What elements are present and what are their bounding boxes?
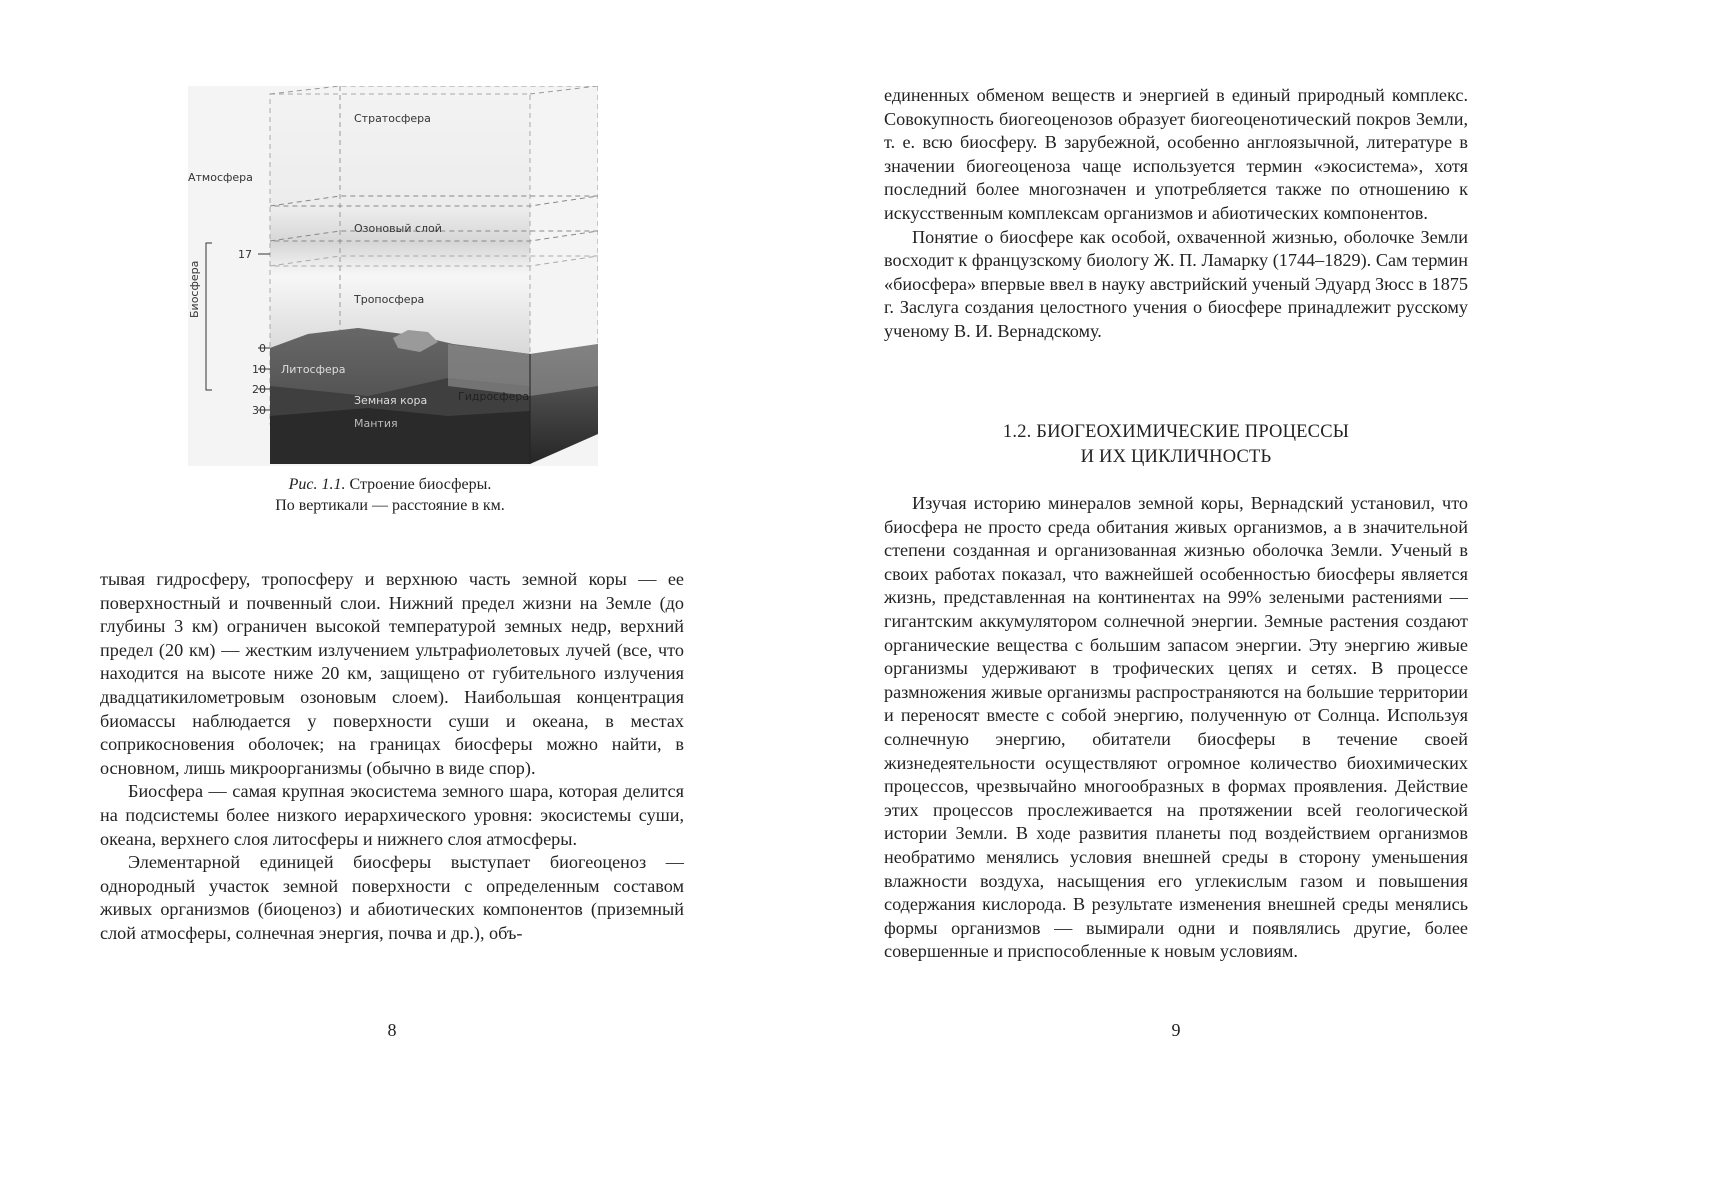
hydrosphere-label: Гидросфера bbox=[458, 390, 530, 403]
tick-label-10: 10 bbox=[252, 363, 266, 376]
caption-title: Строение биосферы. bbox=[349, 476, 492, 493]
caption-figure-number: Рис. 1.1. bbox=[288, 476, 346, 493]
right-body-text-top bbox=[884, 84, 1468, 344]
paragraph: единенных обменом веществ и энергией в единый природный комплекс. Совокупность биогеоценозов образует биогеоценотический покров Земли, т. е. всю биосферу. В зарубежной, особенно англоязычной, литературе в значении биогеоценоза чаще используется термин «экосистема», хотя последний более многозначен и употребляется также по отношению к искусственным комплексам организмов и абиотических компонентов. bbox=[884, 85, 1468, 223]
paragraph: тывая гидросферу, тропосферу и верхнюю часть земной коры — ее поверхностный и почвенный слои. Нижний предел жизни на Земле (до глубины 3 км) ограничен высокой температурой земных недр, верхний предел (20 км) — жестким излучением ультрафиолетовых лучей (все, что находится на высоте ниже 20 км, защищено от губительного излучения двадцатикилометровым озоновым слоем). Наибольшая концентрация биомассы наблюдается у поверхности суши и океана, в местах соприкосновения оболочек; на границах биосферы можно найти, в основном, лишь микроорганизмы (обычно в виде спор). bbox=[100, 569, 684, 778]
left-page bbox=[0, 0, 784, 1080]
stratosphere-label: Стратосфера bbox=[354, 112, 431, 125]
tick-label-20: 20 bbox=[252, 383, 266, 396]
biosphere-label: Биосфера bbox=[188, 260, 201, 318]
crust-label: Земная кора bbox=[354, 394, 428, 407]
troposphere-label: Тропосфера bbox=[354, 293, 425, 306]
atmosphere-label: Атмосфера bbox=[188, 171, 253, 184]
paragraph: Элементарной единицей биосферы выступает биогеоценоз — однородный участок земной поверхности с определенным составом живых организмов (биоценоз) и абиотических компонентов (приземный слой атмосферы, солнечная энергия, почва и др.), объ- bbox=[100, 852, 684, 943]
paragraph: Понятие о биосфере как особой, охваченной жизнью, оболочке Земли восходит к французскому биологу Ж. П. Ламарку (1744–1829). Сам термин «биосфера» впервые ввел в науку австрийский ученый Эдуард Зюсс в 1875 г. Заслуга создания целостного учения о биосфере принадлежит русскому ученому В. И. Вернадскому. bbox=[884, 226, 1468, 341]
lithosphere-label: Литосфера bbox=[281, 363, 346, 376]
right-page bbox=[784, 0, 1568, 1080]
biosphere-diagram bbox=[188, 86, 598, 466]
section-heading-line-2: И ИХ ЦИКЛИЧНОСТЬ bbox=[1080, 447, 1272, 467]
paragraph: Биосфера — самая крупная экосистема земного шара, которая делится на подсистемы более низкого иерархического уровня: экосистемы суши, океана, верхнего слоя литосферы и нижнего слоя атмосферы. bbox=[100, 781, 684, 849]
tick-label-17: 17 bbox=[238, 248, 252, 261]
biosphere-structure-figure bbox=[188, 86, 598, 466]
section-heading bbox=[884, 420, 1468, 470]
caption-line-1 bbox=[130, 474, 650, 495]
ozone-layer-label: Озоновый слой bbox=[354, 222, 442, 235]
left-body-text bbox=[100, 568, 684, 946]
tick-label-0: 0 bbox=[259, 342, 266, 355]
page-number-left: 8 bbox=[387, 1020, 397, 1040]
mantle-layer bbox=[270, 408, 530, 464]
mantle-label: Мантия bbox=[354, 417, 398, 430]
paragraph: Изучая историю минералов земной коры, Вернадский установил, что биосфера не просто среда обитания живых организмов, а в значительной степени созданная и организованная жизнью оболочка Земли. Ученый в своих работах показал, что важнейшей особенностью биосферы является жизнь, представленная на континентах на 99% зелеными растениями — гигантским аккумулятором солнечной энергии. Земные растения создают органические вещества с большим запасом энергии. Эту энергию живые организмы удерживают в трофических цепях и сетях. В процессе размножения живые организмы распространяются на большие территории и переносят вместе с собой энергию, полученную от Солнца. Используя солнечную энергию, обитатели биосферы в течение своей жизнедеятельности осуществляют огромное количество биохимических процессов, чрезвычайно многообразных в формах проявления. Действие этих процессов прослеживается на протяжении всей геологической истории Земли. В ходе развития планеты под воздействием организмов необратимо менялись условия внешней среды в сторону уменьшения влажности воздуха, насыщения его углекислым газом и повышения содержания кислорода. В результате изменения внешней среды менялись формы организмов — вымирали одни и появлялись другие, более совершенные и приспособленные к новым условиям. bbox=[884, 493, 1468, 962]
tick-label-30: 30 bbox=[252, 404, 266, 417]
page-number-right: 9 bbox=[1171, 1020, 1181, 1040]
caption-line-2: По вертикали — расстояние в км. bbox=[275, 497, 505, 514]
figure-caption bbox=[130, 474, 650, 516]
section-heading-line-1: 1.2. БИОГЕОХИМИЧЕСКИЕ ПРОЦЕССЫ bbox=[1002, 422, 1350, 442]
right-body-text-bottom bbox=[884, 492, 1468, 964]
